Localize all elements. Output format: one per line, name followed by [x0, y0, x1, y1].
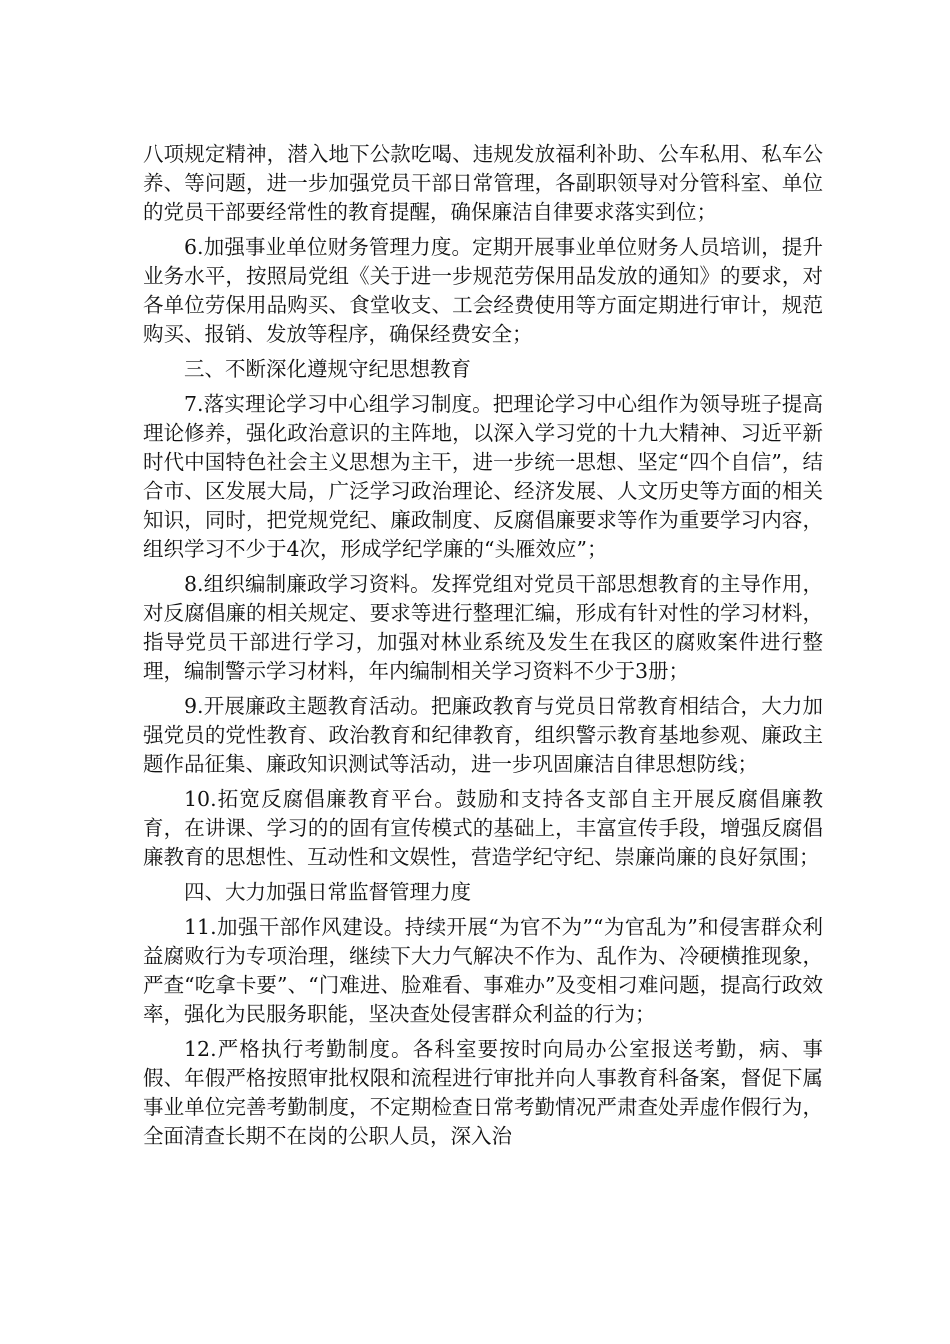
paragraph-item-12: 12.严格执行考勤制度。各科室要按时向局办公室报送考勤，病、事假、年假严格按照审批权限和流程进行审批并向人事教育科备案，督促下属事业单位完善考勤制度，不定期检查日常考勤情况严肃查处弄虚作假行为，全面清查长期不在岗的公职人员，深入治 — [143, 1037, 823, 1148]
paragraph-1: 八项规定精神，潜入地下公款吃喝、违规发放福利补助、公车私用、私车公养、等问题，进一步加强党员干部日常管理，各副职领导对分管科室、单位的党员干部要经常性的教育提醒，确保廉洁自律要求落实到位； — [143, 142, 823, 224]
section-heading-3: 三、不断深化遵规守纪思想教育 — [184, 357, 471, 381]
document-body — [143, 140, 823, 1157]
paragraph-item-8: 8.组织编制廉政学习资料。发挥党组对党员干部思想教育的主导作用，对反腐倡廉的相关规定、要求等进行整理汇编，形成有针对性的学习材料，指导党员干部进行学习，加强对林业系统及发生在我区的腐败案件进行整理，编制警示学习材料，年内编制相关学习资料不少于3册； — [143, 572, 823, 683]
paragraph-item-11: 11.加强干部作风建设。持续开展“为官不为”“为官乱为”和侵害群众利益腐败行为专项治理，继续下大力气解决不作为、乱作为、冷硬横推现象，严查“吃拿卡要”、“门难进、脸难看、事难办”及变相刁难问题，提高行政效率，强化为民服务职能，坚决查处侵害群众利益的行为； — [143, 915, 823, 1026]
paragraph-item-6: 6.加强事业单位财务管理力度。定期开展事业单位财务人员培训，提升业务水平，按照局党组《关于进一步规范劳保用品发放的通知》的要求，对各单位劳保用品购买、食堂收支、工会经费使用等方面定期进行审计，规范购买、报销、发放等程序，确保经费安全； — [143, 235, 823, 346]
paragraph-item-9: 9.开展廉政主题教育活动。把廉政教育与党员日常教育相结合，大力加强党员的党性教育、政治教育和纪律教育，组织警示教育基地参观、廉政主题作品征集、廉政知识测试等活动，进一步巩固廉洁自律思想防线； — [143, 694, 823, 776]
paragraph-item-10: 10.拓宽反腐倡廉教育平台。鼓励和支持各支部自主开展反腐倡廉教育，在讲课、学习的的固有宣传模式的基础上，丰富宣传手段，增强反腐倡廉教育的思想性、互动性和文娱性，营造学纪守纪、崇廉尚廉的良好氛围； — [143, 787, 823, 869]
section-heading-4: 四、大力加强日常监督管理力度 — [184, 880, 471, 904]
paragraph-item-7: 7.落实理论学习中心组学习制度。把理论学习中心组作为领导班子提高理论修养，强化政治意识的主阵地，以深入学习党的十九大精神、习近平新时代中国特色社会主义思想为主干，进一步统一思想、坚定“四个自信”，结合市、区发展大局，广泛学习政治理论、经济发展、人文历史等方面的相关知识，同时，把党规党纪、廉政制度、反腐倡廉要求等作为重要学习内容，组织学习不少于4次，形成学纪学廉的“头雁效应”； — [143, 392, 823, 561]
